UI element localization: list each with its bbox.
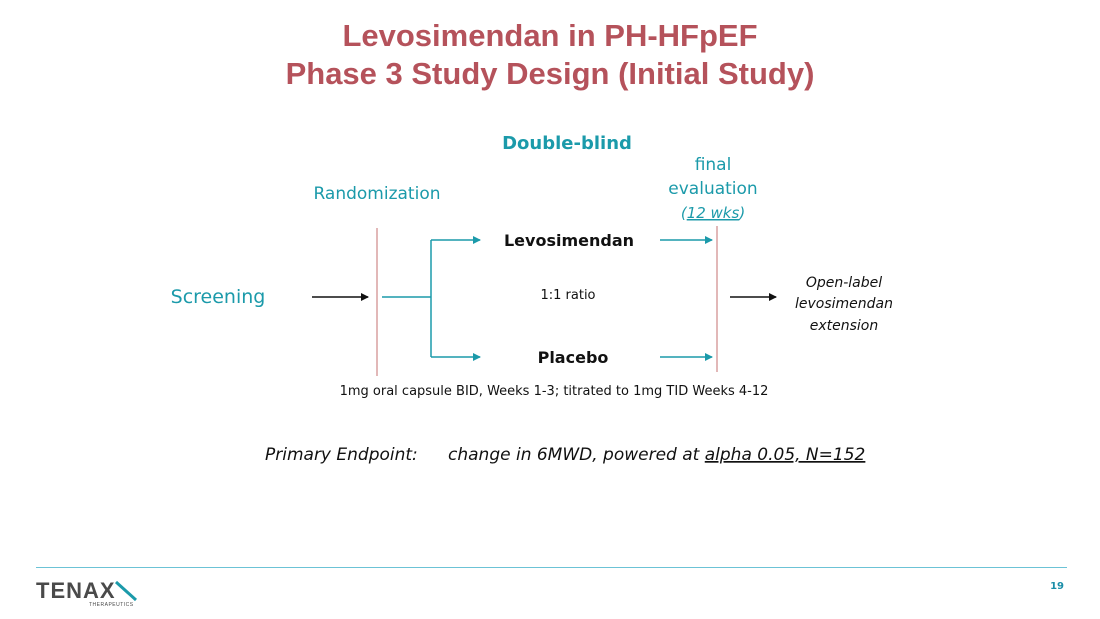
extension-line-3: extension: [809, 318, 879, 334]
dosing-note: 1mg oral capsule BID, Weeks 1-3; titrated to 1mg TID Weeks 4-12: [339, 384, 769, 399]
logo-wordmark: TENAX: [36, 578, 116, 603]
screening-label: Screening: [170, 286, 266, 308]
tenax-logo: [36, 578, 146, 608]
primary-endpoint-stats: alpha 0.05, N=152: [704, 445, 866, 465]
double-blind-label: Double-blind: [502, 133, 632, 154]
final-evaluation-weeks: (12 wks): [680, 204, 746, 222]
final-evaluation-line-2: evaluation: [668, 179, 758, 199]
extension-line-1: Open-label: [805, 275, 883, 291]
page-number: 19: [1050, 581, 1064, 592]
randomization-label: Randomization: [313, 184, 441, 204]
primary-endpoint-label: Primary Endpoint:: [265, 445, 418, 465]
ratio-label: 1:1 ratio: [540, 288, 596, 303]
title-line-2: Phase 3 Study Design (Initial Study): [285, 56, 815, 91]
arm-levosimendan: Levosimendan: [503, 231, 635, 250]
logo-tagline: THERAPEUTICS: [89, 602, 134, 608]
arm-placebo: Placebo: [537, 348, 609, 367]
primary-endpoint-text: change in 6MWD, powered at alpha 0.05, N=152: [448, 445, 866, 465]
footer-divider: [36, 567, 1067, 568]
extension-line-2: levosimendan: [795, 296, 893, 312]
logo-x-accent: [116, 582, 136, 600]
title-line-1: Levosimendan in PH-HFpEF: [342, 18, 758, 53]
final-evaluation-line-1: final: [694, 155, 732, 175]
